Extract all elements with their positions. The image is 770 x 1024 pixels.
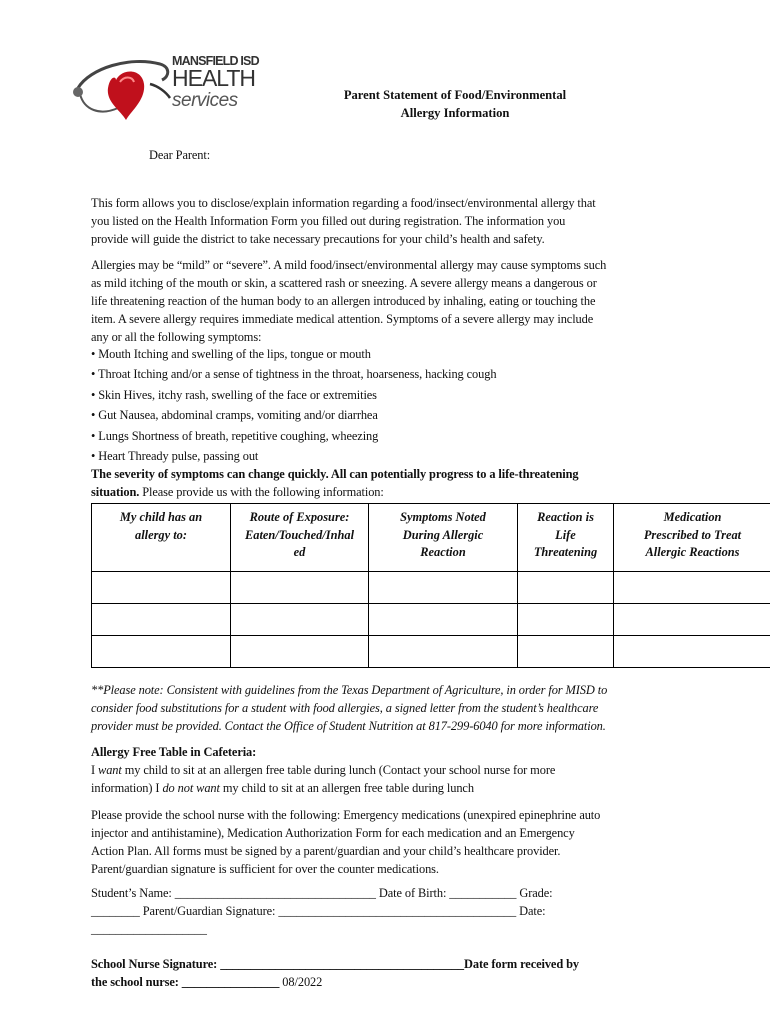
header-text: Allergic Reactions — [645, 545, 740, 559]
table-cell-input[interactable] — [518, 636, 614, 668]
table-cell-input[interactable] — [614, 604, 770, 636]
symptom-item: • Mouth Itching and swelling of the lips, tongue or mouth — [91, 347, 371, 361]
date-received-field[interactable]: the school nurse: ________________ — [91, 975, 280, 989]
symptom-item: • Heart Thready pulse, passing out — [91, 449, 259, 464]
logo-line-2: HEALTH — [172, 65, 256, 91]
stethoscope-heart-icon — [70, 50, 180, 130]
option-text: my child to sit at an allergen free table during lunch — [219, 781, 474, 795]
table-cell-input[interactable] — [614, 636, 770, 668]
signature-fields — [91, 884, 691, 938]
table-cell-input[interactable] — [231, 604, 369, 636]
title-line-2: Allergy Information — [400, 106, 510, 120]
header-text: Life — [555, 527, 576, 542]
header-text: allergy to: — [135, 527, 187, 542]
nurse-info-line: Action Plan. All forms must be signed by a parent/guardian and your child’s healthcare provider. — [91, 844, 561, 858]
header-text: Route of Exposure: — [249, 510, 350, 524]
option-emphasis: want — [98, 763, 122, 777]
allergy-free-option-do-not-want[interactable] — [91, 779, 691, 797]
allergy-free-option-want[interactable] — [91, 761, 691, 779]
note-line: consider food substitutions for a student with food allergies, a signed letter from the student’s healthcare — [91, 701, 599, 715]
nurse-info-line: Please provide the school nurse with the following: Emergency medications (unexpired epinephrine auto — [91, 808, 601, 822]
table-cell-input[interactable] — [369, 636, 518, 668]
title-line-1: Parent Statement of Food/Environmental — [343, 88, 567, 102]
table-row — [92, 604, 770, 636]
header-text: Medication — [663, 510, 722, 524]
table-cell-input[interactable] — [92, 636, 231, 668]
header-allergy-to — [92, 504, 231, 572]
header-medication — [614, 504, 770, 572]
form-version: 08/2022 — [279, 975, 323, 989]
allergy-free-section — [91, 743, 691, 797]
header-text: During Allergic — [402, 527, 484, 542]
allergies-paragraph — [91, 256, 691, 346]
symptom-item: • Throat Itching and/or a sense of tightness in the throat, hoarseness, hacking cough — [91, 367, 497, 382]
table-cell-input[interactable] — [518, 604, 614, 636]
school-nurse-signature-field[interactable]: School Nurse Signature: ________________________________________Date form received by — [91, 957, 580, 971]
symptom-item: • Lungs Shortness of breath, repetitive coughing, wheezing — [91, 428, 379, 443]
intro-paragraph — [91, 194, 691, 248]
intro-line: you listed on the Health Information Form you filled out during registration. The information you — [91, 214, 566, 228]
table-row — [92, 572, 770, 604]
header-text: Reaction — [420, 545, 466, 559]
header-text: Eaten/Touched/Inhal — [244, 527, 355, 542]
student-name-dob-grade-field[interactable]: Student’s Name: _________________________________ Date of Birth: ___________ Grade: — [91, 886, 553, 900]
table-cell-input[interactable] — [92, 572, 231, 604]
table-cell-input[interactable] — [518, 572, 614, 604]
header-text: My child has an — [119, 510, 203, 524]
option-text: information) I — [91, 781, 163, 795]
tda-note — [91, 681, 691, 735]
greeting: Dear Parent: — [149, 148, 211, 162]
allergies-line: any or all the following symptoms: — [91, 330, 262, 344]
table-cell-input[interactable] — [92, 604, 231, 636]
date-field-continuation[interactable]: ___________________ — [91, 922, 207, 936]
option-emphasis: do not want — [162, 781, 220, 795]
symptom-item: • Gut Nausea, abdominal cramps, vomiting and/or diarrhea — [91, 408, 378, 423]
symptoms-list — [91, 344, 691, 466]
nurse-info-line: Parent/guardian signature is sufficient for over the counter medications. — [91, 862, 439, 876]
logo-line-3: services — [172, 90, 238, 111]
intro-line: provide will guide the district to take necessary precautions for your child’s health and safety. — [91, 232, 545, 246]
table-cell-input[interactable] — [231, 636, 369, 668]
form-title — [280, 86, 630, 122]
allergies-line: as mild itching of the mouth or skin, a scattered rash or sneezing. A severe allergy means a dangerous or — [91, 276, 597, 290]
option-text: my child to sit at an allergen free table during lunch (Contact your school nurse for more — [121, 763, 556, 777]
severity-line-2-rest: Please provide us with the following information: — [139, 485, 384, 499]
note-line: provider must be provided. Contact the Office of Student Nutrition at 817-299-6040 for more information. — [91, 719, 606, 733]
table-cell-input[interactable] — [369, 572, 518, 604]
severity-line-1: The severity of symptoms can change quickly. All can potentially progress to a life-threatening — [91, 467, 579, 481]
severity-statement — [91, 465, 691, 501]
allergy-free-heading: Allergy Free Table in Cafeteria: — [91, 745, 257, 759]
table-header-row — [92, 504, 770, 572]
note-line: **Please note: Consistent with guidelines from the Texas Department of Agriculture, in order for MISD to — [91, 683, 608, 697]
header-text: ed — [293, 545, 306, 559]
header-text: Threatening — [533, 545, 598, 559]
option-text: I — [91, 763, 99, 777]
nurse-info-line: injector and antihistamine), Medication Authorization Form for each medication and an Emergency — [91, 826, 575, 840]
header-symptoms-noted — [369, 504, 518, 572]
table-row — [92, 636, 770, 668]
header-text: Prescribed to Treat — [643, 527, 742, 542]
symptom-item: • Skin Hives, itchy rash, swelling of the face or extremities — [91, 387, 377, 402]
parent-signature-date-field[interactable]: ________ Parent/Guardian Signature: _______________________________________ Date: — [91, 904, 546, 918]
table-cell-input[interactable] — [231, 572, 369, 604]
allergies-line: life threatening reaction of the human body to an allergen introduced by inhaling, eating or touching the — [91, 294, 596, 308]
header-life-threatening — [518, 504, 614, 572]
table-cell-input[interactable] — [614, 572, 770, 604]
nurse-info-paragraph — [91, 806, 691, 878]
intro-line: This form allows you to disclose/explain information regarding a food/insect/environmental allergy that — [91, 196, 596, 210]
severity-line-2-bold: situation. — [91, 485, 140, 499]
logo-line-1: MANSFIELD ISD — [172, 54, 259, 68]
allergies-line: Allergies may be “mild” or “severe”. A mild food/insect/environmental allergy may cause symptoms such — [91, 258, 607, 272]
school-nurse-section — [91, 955, 691, 991]
mansfield-isd-health-logo — [70, 50, 260, 130]
allergies-line: item. A severe allergy requires immediate medical attention. Symptoms of a severe allergy may include — [91, 312, 594, 326]
header-text: Reaction is — [537, 510, 594, 524]
header-route-of-exposure — [231, 504, 369, 572]
header-text: Symptoms Noted — [400, 510, 486, 524]
table-cell-input[interactable] — [369, 604, 518, 636]
allergy-info-table — [91, 503, 770, 668]
